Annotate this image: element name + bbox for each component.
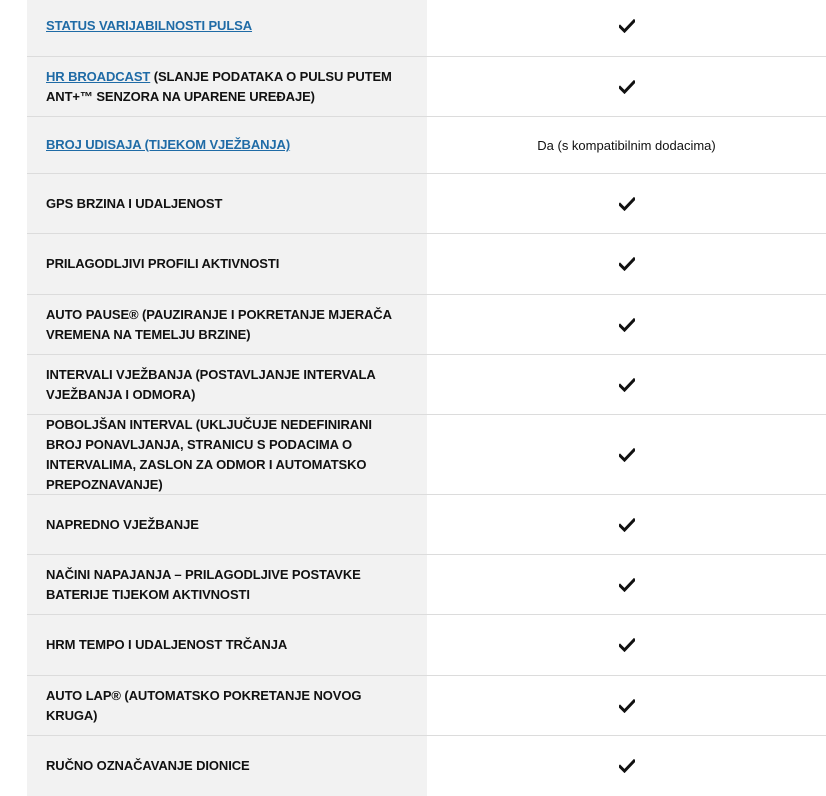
table-row [27,415,826,495]
value-cell [427,0,826,56]
table-row [27,355,826,415]
feature-label: NAČINI NAPAJANJA – PRILAGODLJIVE POSTAVKE BATERIJE TIJEKOM AKTIVNOSTI [46,566,361,602]
feature-cell [27,234,427,294]
feature-cell [27,555,427,614]
table-row [27,555,826,615]
checkmark-icon [619,318,635,332]
feature-link-hrv-status[interactable]: STATUS VARIJABILNOSTI PULSA [46,18,253,33]
checkmark-icon [619,257,635,271]
table-row [27,57,826,117]
feature-cell [27,355,427,414]
value-text: Da (s kompatibilnim dodacima) [537,137,716,153]
feature-cell [27,415,427,494]
feature-link-respiration-rate[interactable]: BROJ UDISAJA (TIJEKOM VJEŽBANJA) [46,137,291,152]
table-row [27,495,826,555]
feature-cell [27,174,427,233]
feature-label: INTERVALI VJEŽBANJA (POSTAVLJANJE INTERVALA VJEŽBANJA I ODMORA) [46,366,376,402]
feature-cell [27,117,427,173]
value-cell [427,57,826,116]
table-row [27,0,826,57]
table-row [27,234,826,295]
feature-cell [27,676,427,735]
feature-label: GPS BRZINA I UDALJENOST [46,195,223,211]
feature-label: POBOLJŠAN INTERVAL (UKLJUČUJE NEDEFINIRANI BROJ PONAVLJANJA, STRANICU S PODACIMA O INTERVALIMA, ZASLON ZA ODMOR I AUTOMATSKO PREPOZNAVANJE) [46,416,372,492]
table-row [27,615,826,676]
value-cell [427,174,826,233]
feature-label: AUTO PAUSE® (PAUZIRANJE I POKRETANJE MJERAČA VREMENA NA TEMELJU BRZINE) [46,306,392,342]
table-row [27,117,826,174]
checkmark-icon [619,197,635,211]
value-cell [427,415,826,494]
checkmark-icon [619,378,635,392]
value-cell [427,117,826,173]
feature-cell [27,495,427,554]
value-cell [427,555,826,614]
feature-comparison-table [27,0,826,796]
checkmark-icon [619,699,635,713]
table-row [27,295,826,355]
value-cell [427,736,826,796]
value-cell [427,495,826,554]
feature-cell [27,57,427,116]
checkmark-icon [619,759,635,773]
feature-link-hr-broadcast[interactable]: HR BROADCAST [46,68,151,84]
feature-cell [27,0,427,56]
table-row [27,174,826,234]
feature-cell [27,295,427,354]
feature-label: HRM TEMPO I UDALJENOST TRČANJA [46,637,288,652]
checkmark-icon [619,578,635,592]
feature-label: AUTO LAP® (AUTOMATSKO POKRETANJE NOVOG KRUGA) [46,687,362,723]
value-cell [427,295,826,354]
feature-label: NAPREDNO VJEŽBANJE [46,516,199,532]
value-cell [427,676,826,735]
feature-cell [27,615,427,675]
feature-cell [27,736,427,796]
value-cell [427,234,826,294]
table-row [27,676,826,736]
checkmark-icon [619,80,635,94]
checkmark-icon [619,19,635,33]
feature-label: RUČNO OZNAČAVANJE DIONICE [46,758,250,773]
checkmark-icon [619,448,635,462]
value-cell [427,355,826,414]
feature-label: PRILAGODLJIVI PROFILI AKTIVNOSTI [46,256,280,271]
checkmark-icon [619,638,635,652]
table-row [27,736,826,796]
checkmark-icon [619,518,635,532]
feature-label: (SLANJE PODATAKA O PULSU PUTEM ANT+™ SENZORA NA UPARENE UREĐAJE) [46,68,392,104]
value-cell [427,615,826,675]
